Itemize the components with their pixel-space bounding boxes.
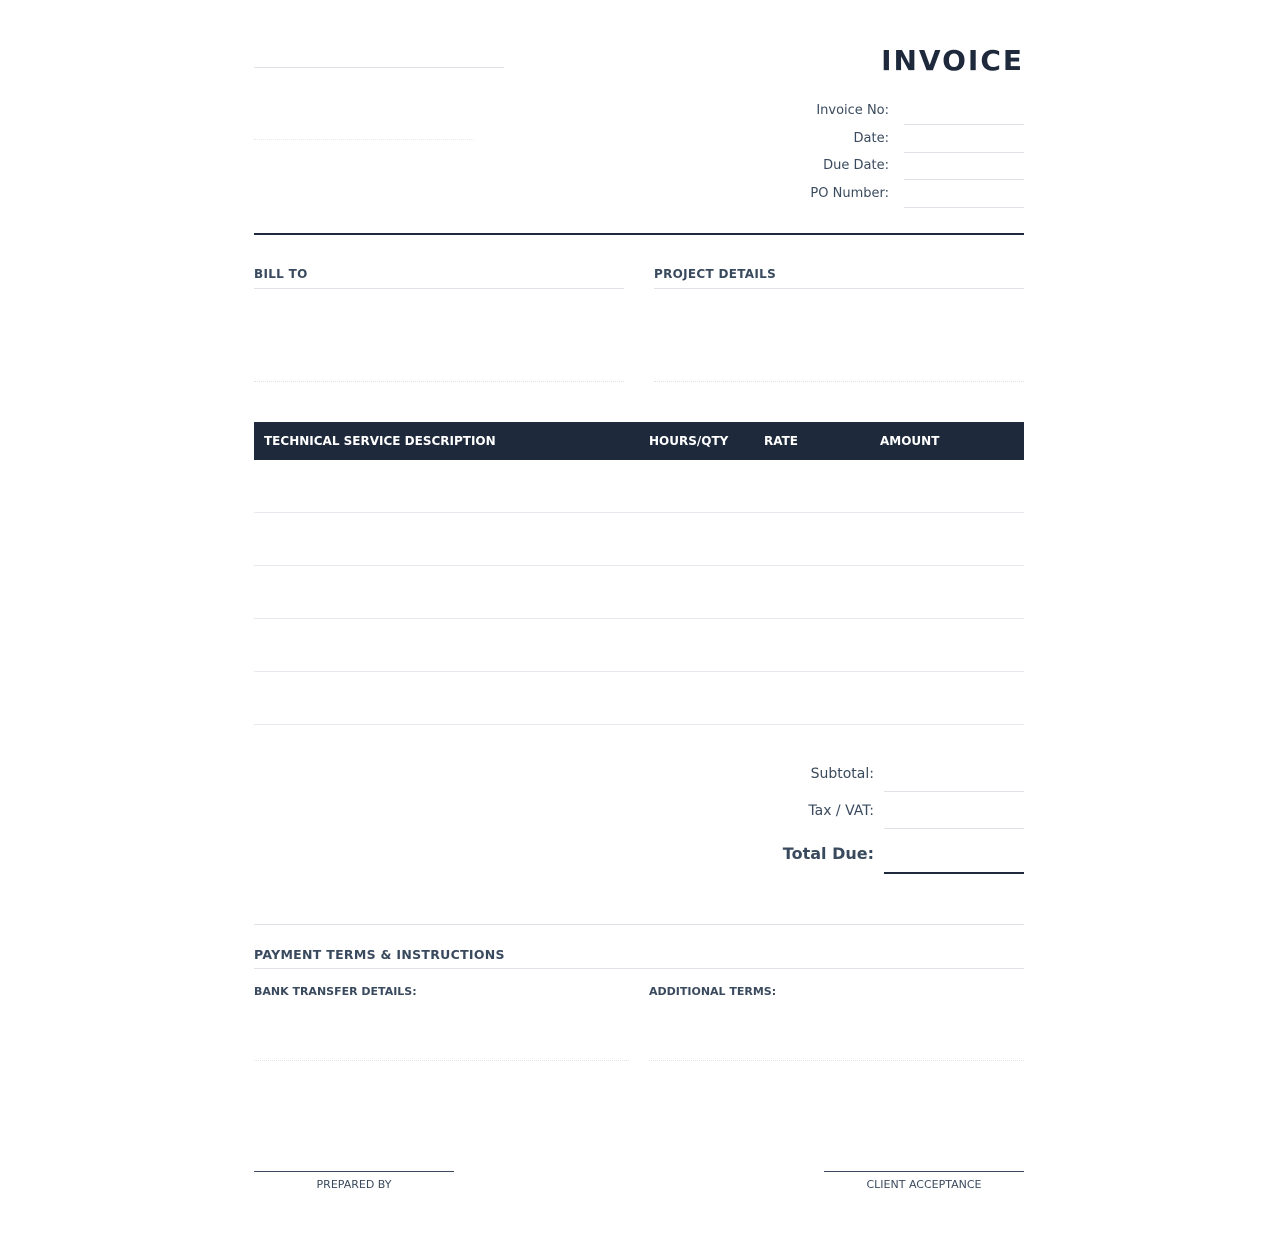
total-due-field[interactable] xyxy=(884,872,1024,874)
line-items-header xyxy=(254,422,1024,460)
subtotal-label: Subtotal: xyxy=(810,766,874,782)
table-row[interactable] xyxy=(254,724,1024,725)
table-row[interactable] xyxy=(254,618,1024,619)
company-logo-placeholder xyxy=(254,67,504,68)
invoice-no-label: Invoice No: xyxy=(816,103,889,118)
date-field[interactable] xyxy=(904,152,1024,153)
client-acceptance-signature-line[interactable] xyxy=(824,1171,1024,1172)
additional-terms-field[interactable] xyxy=(649,1060,1024,1061)
invoice-title: INVOICE xyxy=(881,44,1024,77)
total-due-label: Total Due: xyxy=(782,844,874,863)
table-row[interactable] xyxy=(254,565,1024,566)
project-details-underline xyxy=(654,288,1024,289)
header-divider xyxy=(254,233,1024,235)
client-acceptance-label: CLIENT ACCEPTANCE xyxy=(866,1178,982,1191)
prepared-by-signature-line[interactable] xyxy=(254,1171,454,1172)
tax-field[interactable] xyxy=(884,828,1024,829)
payment-terms-underline xyxy=(254,968,1024,969)
column-header-description: TECHNICAL SERVICE DESCRIPTION xyxy=(264,434,496,448)
payment-terms-heading: PAYMENT TERMS & INSTRUCTIONS xyxy=(254,947,505,962)
po-number-field[interactable] xyxy=(904,207,1024,208)
due-date-field[interactable] xyxy=(904,179,1024,180)
date-label: Date: xyxy=(853,131,889,146)
table-row[interactable] xyxy=(254,671,1024,672)
prepared-by-label: PREPARED BY xyxy=(316,1178,392,1191)
additional-terms-label: ADDITIONAL TERMS: xyxy=(649,985,777,998)
payment-divider xyxy=(254,924,1024,925)
subtotal-field[interactable] xyxy=(884,791,1024,792)
invoice-no-field[interactable] xyxy=(904,124,1024,125)
bank-transfer-field[interactable] xyxy=(254,1060,629,1061)
tax-label: Tax / VAT: xyxy=(808,803,874,819)
table-row[interactable] xyxy=(254,512,1024,513)
project-details-heading: PROJECT DETAILS xyxy=(654,267,777,281)
column-header-hours-qty: HOURS/QTY xyxy=(649,434,729,448)
bank-transfer-label: BANK TRANSFER DETAILS: xyxy=(254,985,417,998)
bill-to-heading: BILL TO xyxy=(254,267,308,281)
bill-to-underline xyxy=(254,288,624,289)
column-header-rate: RATE xyxy=(764,434,798,448)
po-number-label: PO Number: xyxy=(810,186,889,201)
due-date-label: Due Date: xyxy=(823,158,889,173)
company-info-placeholder xyxy=(254,139,474,140)
project-details-field[interactable] xyxy=(654,381,1024,382)
bill-to-field[interactable] xyxy=(254,381,624,382)
column-header-amount: AMOUNT xyxy=(880,434,940,448)
